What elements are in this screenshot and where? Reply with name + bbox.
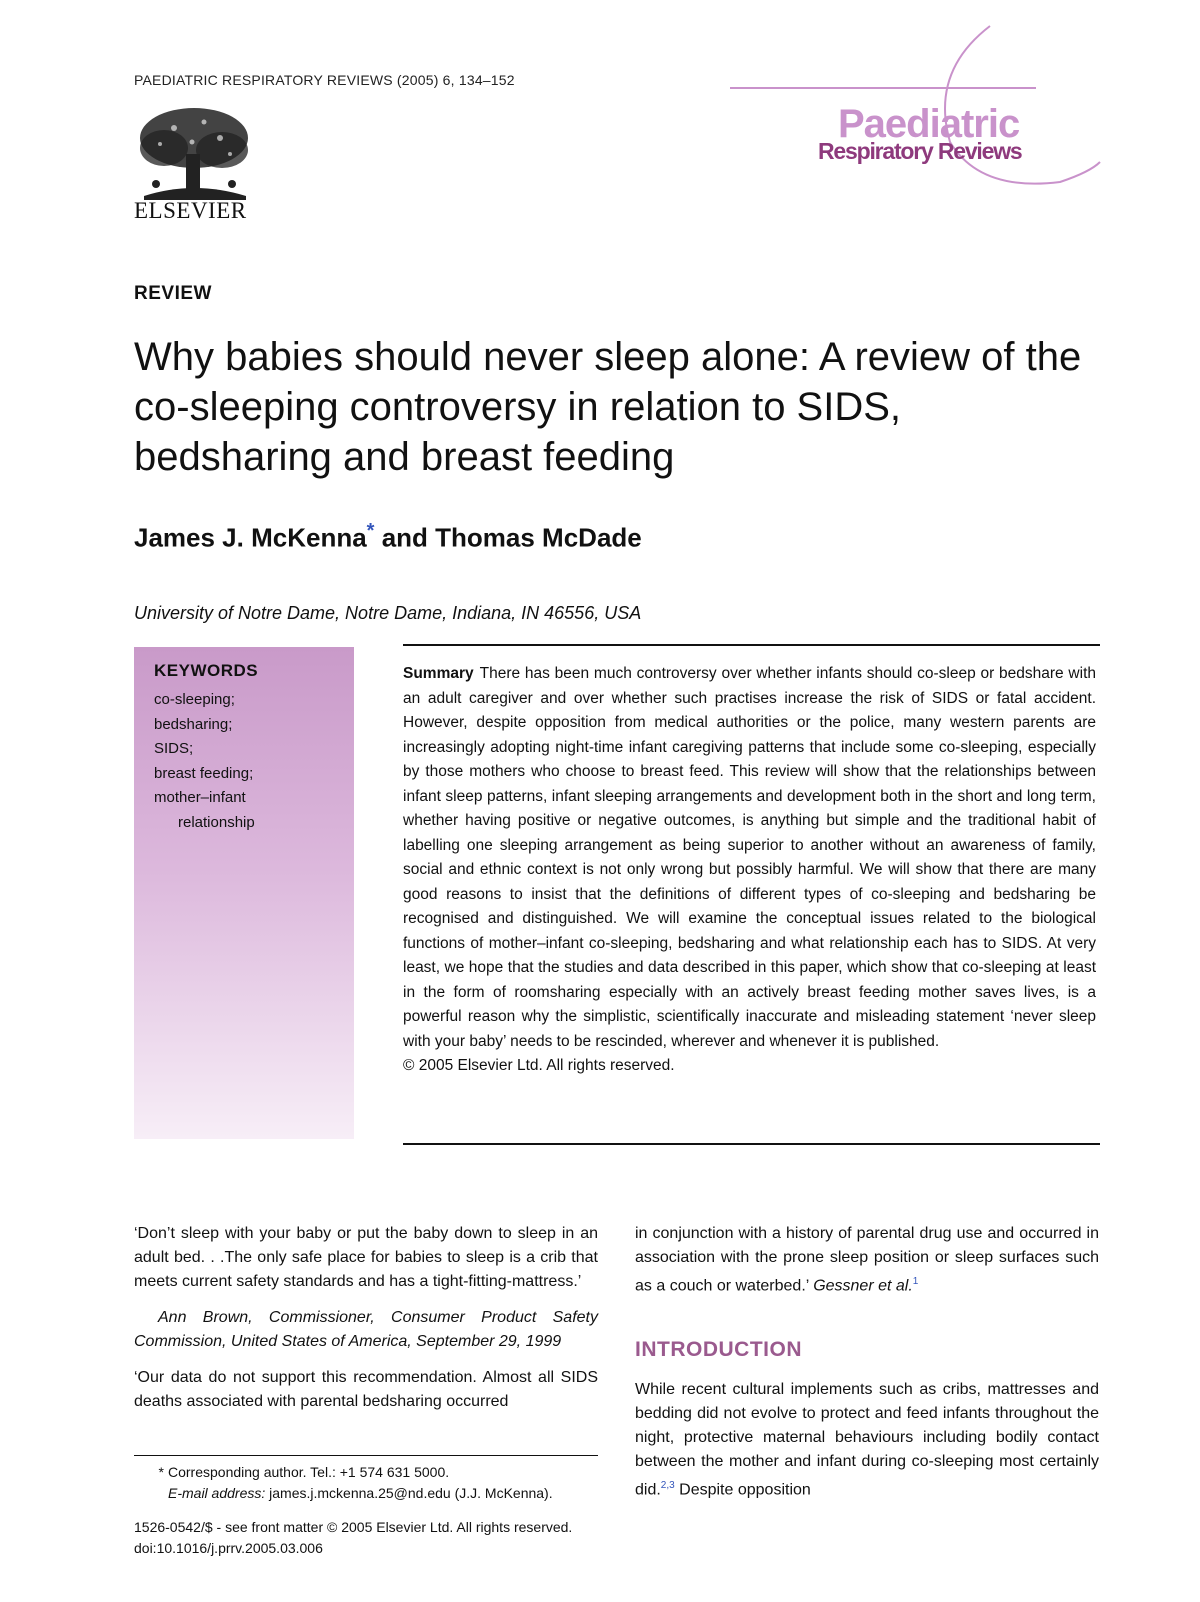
section-label: REVIEW: [134, 283, 212, 304]
author-secondary: and Thomas McDade: [374, 522, 642, 553]
introduction-heading: INTRODUCTION: [635, 1338, 802, 1361]
keywords-heading: KEYWORDS: [154, 661, 259, 680]
intro-paragraph: While recent cultural implements such as cribs, mattresses and bedding did not evolve to protect and feed infants throughout the night, protective maternal behaviours including bodily contact between the mother and infant during co-sleeping most certainly did.: [635, 1381, 1099, 1499]
corresponding-author-note: Corresponding author. Tel.: +1 574 631 5000.: [168, 1464, 450, 1480]
keyword-item: breast feeding;: [154, 764, 254, 782]
reference-link[interactable]: 1: [912, 1276, 919, 1287]
right-column: [635, 1222, 1099, 1298]
journal-logo-subtitle: Respiratory Reviews: [818, 138, 1022, 164]
summary-text: There has been much controversy over whether infants should co-sleep or bedshare with an adult caregiver and over whether such practises increase the risk of SIDS or fatal accident. However, despite opposition from medical authorities or the police, many western parents are increasingly adopting night-time infant caregiving patterns that include some co-sleeping, especially by those mothers who choose to breast feed. This review will show that the relationships between infant sleep patterns, infant sleeping arrangements and development both in the short and long term, whether having positive or negative outcomes, is anything but simple and the traditional habit of labelling one sleeping arrangement as being superior to another without an awareness of family, social and ethnic context is not only wrong but possibly harmful. We will show that there are many good reasons to insist that the definitions of different types of co-sleeping and bedsharing be recognised and distinguished. We will examine the conceptual issues related to the biological functions of mother–infant co-sleeping, bedsharing and what relationship each has to SIDS. At very least, we hope that the studies and data described in this paper, which show that co-sleeping at least in the form of roomsharing especially with an actively breast feeding mother saves lives, is a powerful reason why the simplistic, scientifically inaccurate and misleading statement ‘never sleep with your baby’ needs to be rescinded, wherever and whenever it is published.: [403, 665, 1096, 1050]
summary-top-rule: [403, 644, 1100, 646]
epigraph-quote-2-end: in conjunction with a history of parental drug use and occurred in association with the prone sleep position or sleep surfaces such as a couch or waterbed.’: [635, 1225, 1099, 1295]
footnote-rule: [134, 1455, 598, 1456]
left-column: [134, 1222, 598, 1414]
keyword-item: co-sleeping;: [154, 691, 235, 708]
keywords-list: [154, 688, 255, 835]
summary-copyright: © 2005 Elsevier Ltd. All rights reserved.: [403, 1057, 675, 1074]
keyword-item: SIDS;: [154, 740, 194, 757]
summary-abstract: [403, 662, 1096, 1079]
footnote-marker: *: [158, 1464, 164, 1480]
issn-line: 1526-0542/$ - see front matter © 2005 Elsevier Ltd. All rights reserved.: [134, 1519, 573, 1535]
email-label: E-mail address:: [168, 1485, 266, 1501]
epigraph-attribution-1: Ann Brown, Commissioner, Consumer Product Safety Commission, United States of America, September 29, 1999: [134, 1309, 598, 1350]
keywords-panel: [134, 647, 354, 1139]
paper-title: Why babies should never sleep alone: A review of the co-sleeping controversy in relation to SIDS, bedsharing and breast feeding: [134, 335, 1082, 479]
keyword-item: mother–infant: [154, 789, 246, 806]
footnote: [134, 1462, 604, 1504]
author-list: [134, 520, 642, 554]
keyword-item: [154, 811, 255, 836]
journal-reference: PAEDIATRIC RESPIRATORY REVIEWS (2005) 6, 134–152: [134, 72, 515, 88]
journal-logo-title: Paediatric: [838, 102, 1020, 146]
affiliation: University of Notre Dame, Notre Dame, Indiana, IN 46556, USA: [134, 603, 642, 623]
epigraph-attribution-2: Gessner et al.: [813, 1277, 913, 1295]
keyword-item: bedsharing;: [154, 715, 233, 733]
page-footer: [134, 1517, 634, 1559]
reference-link[interactable]: 2,3: [660, 1480, 675, 1491]
email-address[interactable]: james.j.mckenna.25@nd.edu (J.J. McKenna).: [265, 1485, 553, 1501]
introduction-text: [635, 1378, 1099, 1502]
summary-label: Summary: [403, 665, 474, 682]
summary-bottom-rule: [403, 1143, 1100, 1145]
epigraph-quote-1: ‘Don’t sleep with your baby or put the baby down to sleep in an adult bed. . .The only safe place for babies to sleep is a crib that meets current safety standards and has a tight-fitting-mattress.’: [134, 1225, 598, 1290]
epigraph-quote-2-start: ‘Our data do not support this recommendation. Almost all SIDS deaths associated with parental bedsharing occurred: [134, 1369, 598, 1410]
keyword-item-continued: relationship: [178, 813, 255, 831]
doi-line[interactable]: doi:10.1016/j.prrv.2005.03.006: [134, 1540, 323, 1556]
intro-paragraph-continued: Despite opposition: [674, 1481, 811, 1499]
elsevier-wordmark: ELSEVIER: [134, 198, 247, 223]
corresponding-author-marker[interactable]: *: [366, 520, 375, 542]
author-primary: James J. McKenna: [134, 522, 367, 553]
